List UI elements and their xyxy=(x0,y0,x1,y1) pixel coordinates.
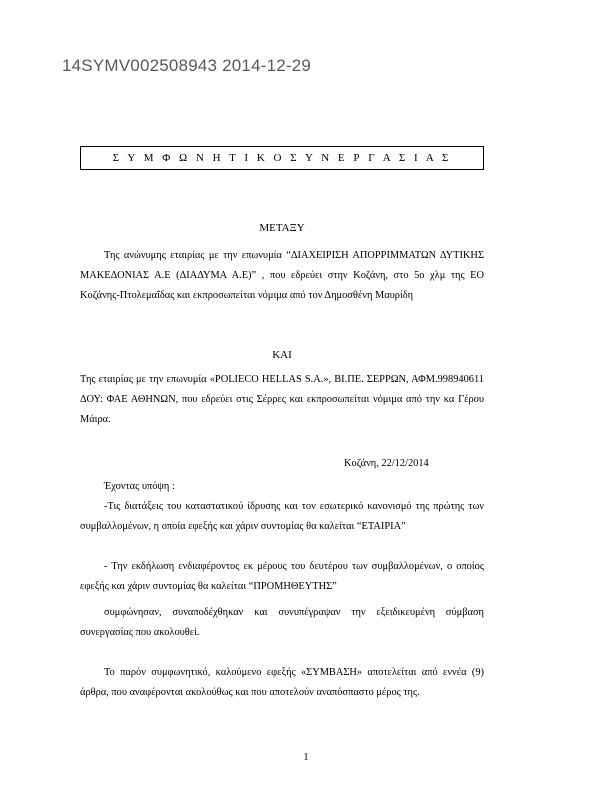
clause-one: -Τις διατάξεις του καταστατικού ίδρυσης και τον εσωτερικό κανονισμό της πρώτης των συμβαλλομένων, η οποία εφεξής και χάριν συντομίας θα καλείται “ΕΤΑΙΡΙΑ” xyxy=(80,501,484,532)
clause-two: - Την εκδήλωση ενδιαφέροντος εκ μέρους του δευτέρου των συμβαλλομένων, ο οποίος εφεξής και χάριν συντομίας θα καλείται “ΠΡΟΜΗΘΕΥΤΗΣ” xyxy=(80,561,484,592)
between-heading: ΜΕΤΑΞΥ xyxy=(259,222,305,234)
and-heading: ΚΑΙ xyxy=(272,349,292,361)
considering-line: Έχοντας υπόψη : xyxy=(104,481,175,492)
final-paragraph: Το παρόν συμφωνητικό, καλούμενο εφεξής «ΣΥΜΒΑΣΗ» αποτελείται από εννέα (9) άρθρα, που αναφέρονται ακολούθως και που αποτελούν αναπόσπαστο μέρος της. xyxy=(80,667,484,698)
party-two-paragraph: Της εταιρίας με την επωνυμία «POLIECO HELLAS S.A.», ΒΙ.ΠΕ. ΣΕΡΡΩΝ, ΑΦΜ.998940611 ΔΟΥ: ΦΑΕ ΑΘΗΝΩΝ, που εδρεύει στις Σέρρες και εκπροσωπείται νόμιμα από την κα Γέρου Μάιρα. xyxy=(80,374,484,425)
agreement-paragraph: συμφώνησαν, συναποδέχθηκαν και συνυπέγραψαν την εξειδικευμένη σύμβαση συνεργασίας που ακολουθεί. xyxy=(80,607,484,638)
place-date: Κοζάνη, 22/12/2014 xyxy=(344,458,429,469)
document-stamp: 14SYMV002508943 2014-12-29 xyxy=(62,56,312,75)
page-number: 1 xyxy=(303,752,309,763)
document-title: Σ Υ Μ Φ Ω Ν Η Τ Ι Κ Ο Σ Υ Ν Ε Ρ Γ Α Σ Ι Α Σ xyxy=(80,146,484,170)
party-one-paragraph: Της ανώνυμης εταιρίας με την επωνυμία “ΔΙΑΧΕΙΡΙΣΗ ΑΠΟΡΡΙΜΜΑΤΩΝ ΔΥΤΙΚΗΣ ΜΑΚΕΔΟΝΙΑΣ Α.Ε (ΔΙΑΔΥΜΑ Α.Ε)” , που εδρεύει στην Κοζάνη, στο 5ο χλμ της ΕΟ Κοζάνης-Πτολεμαΐδας και εκπροσωπείται νόμιμα από τον Δημοσθένη Μαυρίδη xyxy=(80,250,484,301)
